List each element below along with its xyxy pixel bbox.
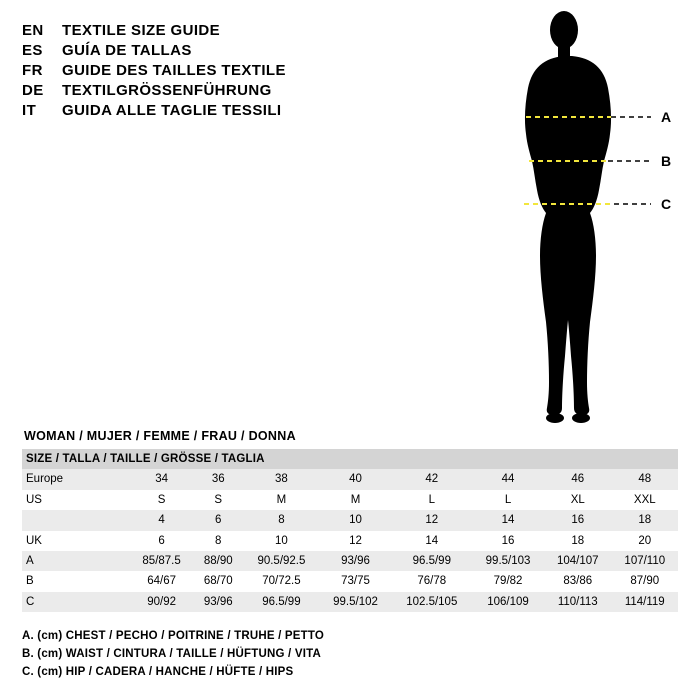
figure-svg [480, 8, 695, 433]
cell: 38 [243, 469, 319, 489]
cell: 106/109 [472, 592, 544, 612]
title-text-fr: GUIDE DES TAILLES TEXTILE [62, 62, 286, 79]
cell: 18 [544, 531, 612, 551]
cell: 73/75 [320, 571, 392, 591]
female-silhouette-icon [525, 11, 611, 423]
figure-marker-c: C [661, 196, 672, 212]
title-lang-fr: FR [22, 62, 43, 79]
table-row [22, 551, 678, 571]
cell: L [472, 490, 544, 510]
table-row [22, 592, 678, 612]
legend-item-a: A. (cm) CHEST / PECHO / POITRINE / TRUHE / PETTO [22, 630, 325, 642]
cell: 6 [193, 510, 243, 530]
cell: 90.5/92.5 [243, 551, 319, 571]
cell: 8 [193, 531, 243, 551]
title-row-it [22, 102, 492, 119]
cell: 114/119 [612, 592, 678, 612]
cell: 93/96 [320, 551, 392, 571]
figure-marker-b: B [661, 153, 672, 169]
cell: 99.5/102 [320, 592, 392, 612]
legend-item-c: C. (cm) HIP / CADERA / HANCHE / HÜFTE / HIPS [22, 666, 294, 678]
cell: 4 [130, 510, 193, 530]
cell: 76/78 [391, 571, 472, 591]
table-column-header: SIZE / TALLA / TAILLE / GRÖSSE / TAGLIA [26, 453, 265, 465]
legend-block [22, 630, 522, 684]
table-row [22, 571, 678, 591]
title-row-de [22, 82, 492, 99]
row-label-b: B [22, 571, 130, 591]
cell: 34 [130, 469, 193, 489]
cell: 40 [320, 469, 392, 489]
cell: 46 [544, 469, 612, 489]
cell: 14 [391, 531, 472, 551]
cell: 48 [612, 469, 678, 489]
leader-lines [608, 117, 651, 204]
cell: 68/70 [193, 571, 243, 591]
cell: 16 [544, 510, 612, 530]
title-row-es [22, 42, 492, 59]
cell: 107/110 [612, 551, 678, 571]
cell: M [243, 490, 319, 510]
cell: L [391, 490, 472, 510]
cell: 10 [320, 510, 392, 530]
cell: 93/96 [193, 592, 243, 612]
legend-item-b: B. (cm) WAIST / CINTURA / TAILLE / HÜFTUNG / VITA [22, 648, 321, 660]
row-label-uk: UK [22, 531, 130, 551]
title-lang-es: ES [22, 42, 43, 59]
cell: 96.5/99 [391, 551, 472, 571]
cell: 102.5/105 [391, 592, 472, 612]
title-lang-it: IT [22, 102, 37, 119]
cell: 90/92 [130, 592, 193, 612]
cell: 64/67 [130, 571, 193, 591]
cell: XL [544, 490, 612, 510]
size-table-section [22, 425, 678, 612]
cell: 104/107 [544, 551, 612, 571]
cell: 99.5/103 [472, 551, 544, 571]
row-label-a: A [22, 551, 130, 571]
cell: 6 [130, 531, 193, 551]
title-row-fr [22, 62, 492, 79]
cell: 85/87.5 [130, 551, 193, 571]
cell: 8 [243, 510, 319, 530]
cell: 44 [472, 469, 544, 489]
table-group-header: WOMAN / MUJER / FEMME / FRAU / DONNA [24, 429, 296, 443]
title-text-it: GUIDA ALLE TAGLIE TESSILI [62, 102, 282, 119]
table-row [22, 469, 678, 489]
row-label-europe: Europe [22, 469, 130, 489]
cell: 18 [612, 510, 678, 530]
title-block [22, 22, 492, 122]
cell: 110/113 [544, 592, 612, 612]
cell: 42 [391, 469, 472, 489]
title-lang-en: EN [22, 22, 44, 39]
cell: XXL [612, 490, 678, 510]
cell: 10 [243, 531, 319, 551]
cell: S [193, 490, 243, 510]
cell: 36 [193, 469, 243, 489]
title-row-en [22, 22, 492, 39]
table-header-row [22, 449, 678, 469]
cell: 88/90 [193, 551, 243, 571]
cell: 96.5/99 [243, 592, 319, 612]
row-label-c: C [22, 592, 130, 612]
cell: 12 [391, 510, 472, 530]
title-text-es: GUÍA DE TALLAS [62, 42, 192, 59]
cell: S [130, 490, 193, 510]
table-row [22, 490, 678, 510]
title-text-en: TEXTILE SIZE GUIDE [62, 22, 221, 39]
table-row [22, 510, 678, 530]
title-lang-de: DE [22, 82, 44, 99]
cell: 16 [472, 531, 544, 551]
cell: 79/82 [472, 571, 544, 591]
cell: 83/86 [544, 571, 612, 591]
cell: 70/72.5 [243, 571, 319, 591]
size-table [22, 449, 678, 612]
cell: 14 [472, 510, 544, 530]
figure-marker-a: A [661, 109, 672, 125]
row-label-us-numeric [22, 510, 130, 530]
cell: 12 [320, 531, 392, 551]
row-label-us: US [22, 490, 130, 510]
title-text-de: TEXTILGRÖSSENFÜHRUNG [62, 82, 272, 99]
table-row [22, 531, 678, 551]
cell: 20 [612, 531, 678, 551]
cell: M [320, 490, 392, 510]
cell: 87/90 [612, 571, 678, 591]
female-figure-diagram [480, 8, 695, 433]
